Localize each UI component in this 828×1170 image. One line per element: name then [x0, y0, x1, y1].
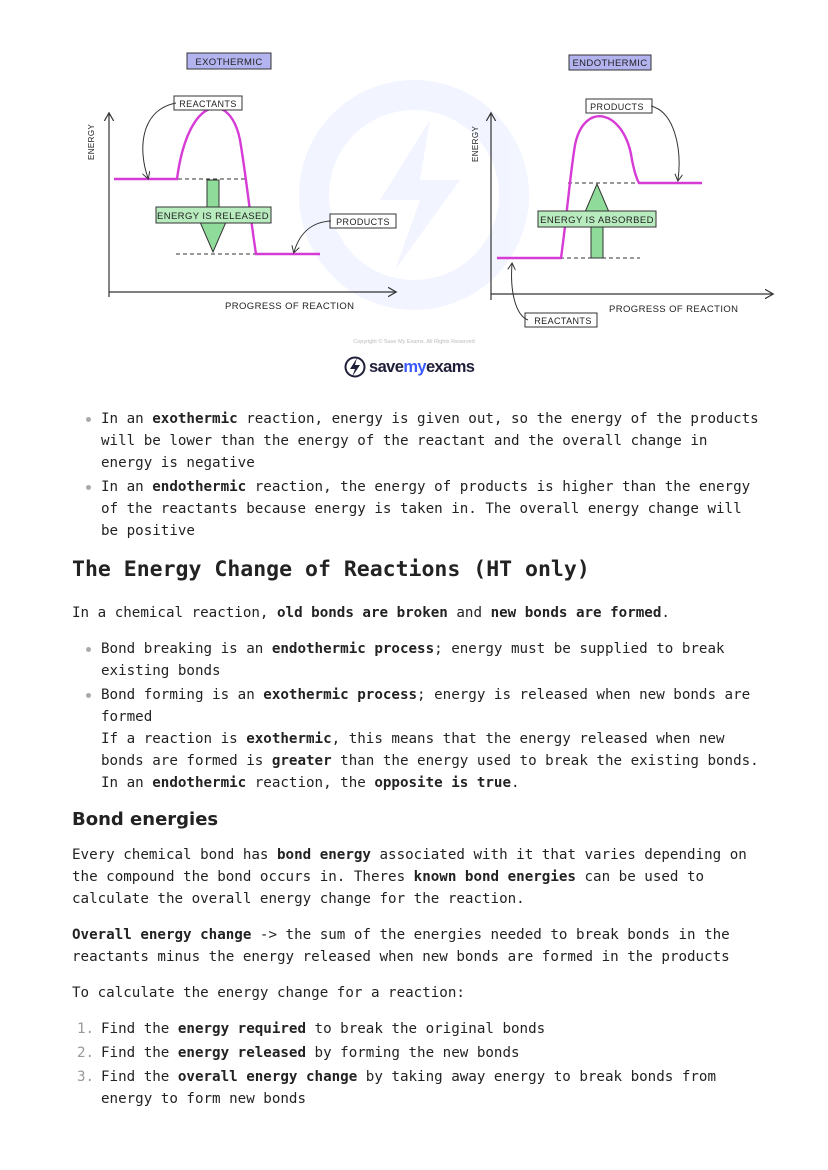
main-content: [72, 408, 762, 1112]
logo-text: savemyexams: [369, 357, 475, 376]
list-item: In an endothermic reaction, the energy of products is higher than the energy of the reactants because energy is taken in. The overall energy change will be positive: [72, 476, 762, 542]
lightning-bolt-icon: [344, 356, 366, 378]
list-item: 2. Find the energy released by forming the new bonds: [77, 1045, 520, 1061]
endo-reactants-pointer: [512, 264, 528, 320]
exo-reactants-label: REACTANTS: [179, 99, 237, 109]
overall-energy-definition: Overall energy change -> the sum of the energies needed to break bonds in the reactants minus the energy released when new bonds are formed in the products: [72, 927, 730, 965]
calculation-steps: [72, 1018, 762, 1110]
list-item: Bond forming is an exothermic process; energy is released when new bonds are formed: [72, 684, 762, 728]
copyright-notice: Copyright © Save My Exams. All Rights Reserved: [353, 339, 475, 345]
bond-process-list: [72, 638, 762, 728]
endo-products-label: PRODUCTS: [590, 102, 644, 112]
exothermic-note: If a reaction is exothermic, this means that the energy released when new bonds are formed is greater than the energy used to break the existing bonds. In an endothermic reaction, the opposite is true.: [101, 731, 759, 791]
section-heading-energy-change: The Energy Change of Reactions (HT only): [72, 557, 590, 582]
intro-paragraph: In a chemical reaction, old bonds are broken and new bonds are formed.: [72, 605, 670, 621]
exo-endo-summary-list: [72, 408, 762, 542]
exo-x-axis-label: PROGRESS OF REACTION: [225, 301, 355, 312]
exo-y-axis-label: ENERGY: [87, 123, 96, 160]
bond-energy-paragraph: Every chemical bond has bond energy associated with it that varies depending on the compound the bond occurs in. Theres known bond energies can be used to calculate the overall energy change for the reaction.: [72, 847, 747, 907]
energy-released-label: ENERGY IS RELEASED: [156, 211, 270, 222]
endo-products-pointer: [651, 106, 679, 180]
list-item: 3. Find the overall energy change by taking away energy to break bonds from energy to form new bonds: [77, 1069, 716, 1107]
endo-reactants-label: REACTANTS: [534, 316, 592, 326]
save-my-exams-logo: [344, 355, 474, 379]
endo-x-axis-label: PROGRESS OF REACTION: [609, 304, 739, 315]
exo-products-label: PRODUCTS: [336, 217, 390, 227]
section-heading-bond-energies: Bond energies: [72, 809, 219, 830]
energy-profile-diagrams: [0, 0, 828, 345]
list-item: In an exothermic reaction, energy is given out, so the energy of the products will be lower than the energy of the reactant and the overall change in energy is negative: [72, 408, 762, 474]
energy-absorbed-label: ENERGY IS ABSORBED: [540, 215, 654, 226]
watermark-logo: [314, 95, 514, 295]
calculation-intro: To calculate the energy change for a reaction:: [72, 985, 465, 1001]
list-item: 1. Find the energy required to break the original bonds: [77, 1021, 546, 1037]
list-item: Bond breaking is an endothermic process; energy must be supplied to break existing bonds: [72, 638, 762, 682]
exo-reactants-pointer: [143, 103, 176, 178]
endo-y-axis-label: ENERGY: [471, 125, 480, 162]
endothermic-title: ENDOTHERMIC: [572, 58, 648, 69]
exothermic-title: EXOTHERMIC: [195, 57, 263, 68]
